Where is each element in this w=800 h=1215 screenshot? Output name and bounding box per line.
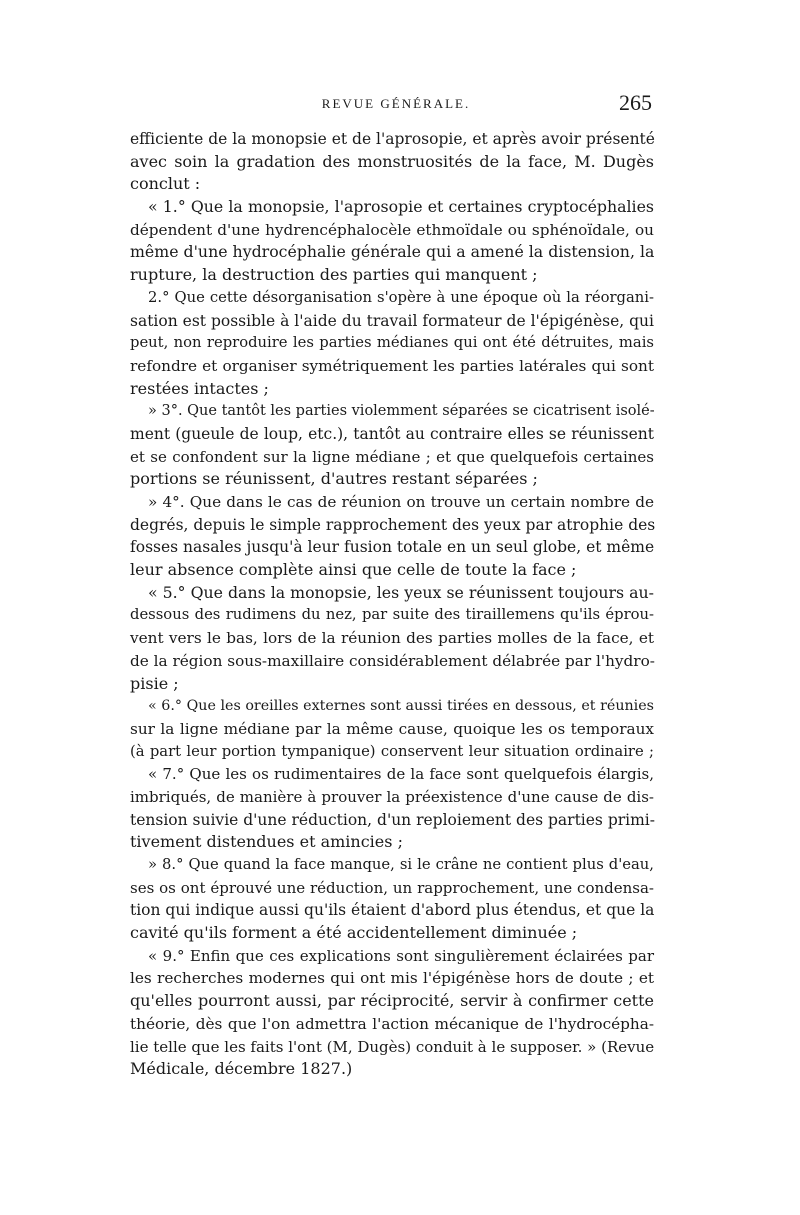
text-line: lie telle que les faits l'ont (M, Dugès) conduit à le supposer. » (Revue — [130, 1037, 655, 1056]
text-line: même d'une hydrocéphalie générale qui a amené la distension, la — [130, 242, 655, 262]
text-line: refondre et organiser symétriquement les parties latérales qui sont — [130, 356, 654, 375]
text-line: rupture, la destruction des parties qui manquent ; — [130, 265, 538, 285]
text-line: tion qui indique aussi qu'ils étaient d'abord plus étendus, et que la — [130, 901, 655, 920]
text-line: sur la ligne médiane par la même cause, quoique les os temporaux — [130, 719, 654, 738]
text-line: « 5.° Que dans la monopsie, les yeux se réunissent toujours au- — [148, 582, 654, 602]
text-line: dessous des rudimens du nez, par suite des tiraillemens qu'ils éprou- — [130, 606, 654, 624]
body-text — [130, 128, 654, 1081]
text-line: restées intactes ; — [130, 378, 269, 398]
text-line: et se confondent sur la ligne médiane ; et que quelquefois certaines — [130, 447, 654, 466]
text-line: portions se réunissent, d'autres restant séparées ; — [130, 469, 538, 489]
text-line: « 1.° Que la monopsie, l'aprosopie et certaines cryptocéphalies — [148, 197, 654, 217]
text-line: avec soin la gradation des monstruosités de la face, M. Dugès — [130, 151, 654, 171]
text-line: les recherches modernes qui ont mis l'épigénèse hors de doute ; et — [130, 969, 654, 988]
text-line: tivement distendues et amincies ; — [130, 832, 403, 852]
text-line: qu'elles pourront aussi, par réciprocité, servir à confirmer cette — [130, 991, 654, 1011]
running-head — [136, 90, 656, 122]
text-line: « 9.° Enfin que ces explications sont singulièrement éclairées par — [148, 946, 654, 965]
page-number: 265 — [619, 90, 652, 115]
text-line: « 6.° Que les oreilles externes sont aussi tirées en dessous, et réunies — [148, 698, 654, 715]
text-line: peut, non reproduire les parties médianes qui ont été détruites, mais — [130, 334, 654, 352]
text-line: tension suivie d'une réduction, d'un reploiement des parties primi- — [130, 810, 655, 829]
text-line: efficiente de la monopsie et de l'aprosopie, et après avoir présenté — [130, 130, 655, 148]
text-line: (à part leur portion tympanique) conservent leur situation ordinaire ; — [130, 742, 654, 760]
text-line: dépendent d'une hydrencéphalocèle ethmoïdale ou sphénoïdale, ou — [130, 220, 654, 239]
text-line: 2.° Que cette désorganisation s'opère à une époque où la réorgani- — [148, 288, 654, 306]
text-line: imbriqués, de manière à prouver la préexistence d'une cause de dis- — [130, 787, 654, 806]
text-line: » 8.° Que quand la face manque, si le crâne ne contient plus d'eau, — [148, 856, 654, 873]
text-line: » 4°. Que dans le cas de réunion on trouve un certain nombre de — [148, 493, 654, 511]
text-line: « 7.° Que les os rudimentaires de la face sont quelquefois élargis, — [148, 765, 654, 784]
text-line: ses os ont éprouvé une réduction, un rapprochement, une condensa- — [130, 878, 654, 897]
text-line: Médicale, décembre 1827.) — [130, 1059, 353, 1079]
text-line: leur absence complète ainsi que celle de toute la face ; — [130, 560, 577, 580]
text-line: sation est possible à l'aide du travail formateur de l'épigénèse, qui — [130, 311, 654, 330]
text-line: » 3°. Que tantôt les parties violemment séparées se cicatrisent isolé- — [148, 403, 655, 420]
text-line: pisie ; — [130, 673, 179, 693]
text-line: conclut : — [130, 174, 201, 194]
text-line: degrés, depuis le simple rapprochement des yeux par atrophie des — [130, 515, 656, 534]
text-line: fosses nasales jusqu'à leur fusion totale en un seul globe, et même — [130, 538, 655, 557]
text-line: cavité qu'ils forment a été accidentellement diminuée ; — [130, 923, 578, 943]
running-title: REVUE GÉNÉRALE. — [321, 96, 471, 111]
text-line: ment (gueule de loup, etc.), tantôt au contraire elles se réunissent — [130, 424, 654, 443]
text-line: de la région sous-maxillaire considérablement délabrée par l'hydro- — [130, 651, 655, 670]
text-line: théorie, dès que l'on admettra l'action mécanique de l'hydrocépha- — [130, 1014, 654, 1033]
text-line: vent vers le bas, lors de la réunion des parties molles de la face, et — [130, 629, 654, 648]
